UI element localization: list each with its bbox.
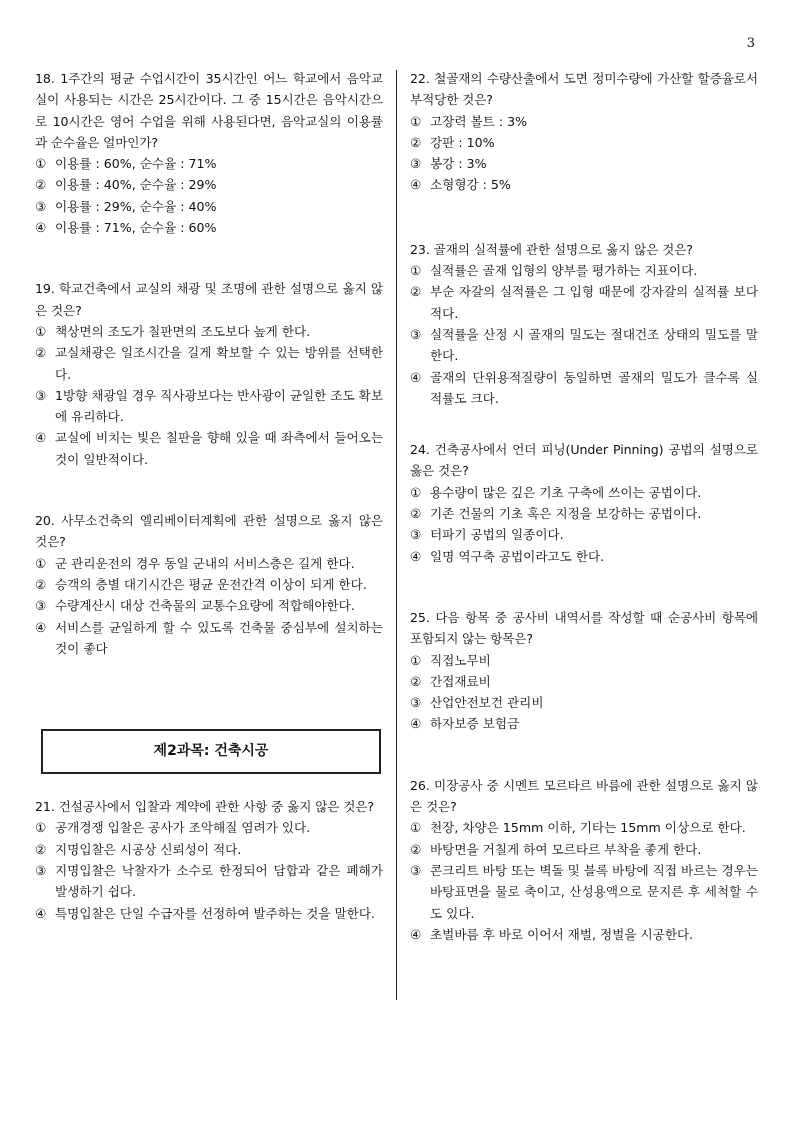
question-text: 25. 다음 항목 중 공사비 내역서를 작성할 때 순공사비 항목에 포함되지 않는 항목은? (410, 609, 758, 647)
option-2: ② 바탕면을 거칠게 하여 모르타르 부착을 좋게 한다. (410, 841, 702, 857)
question-24 (410, 439, 758, 567)
question-text: 24. 건축공사에서 언더 피닝(Under Pinning) 공법의 설명으로 옳은 것은? (410, 442, 758, 479)
option-2: ② 이용률 : 40%, 순수율 : 29% (35, 177, 217, 193)
option-3: ③ 실적률을 산정 시 골재의 밀도는 절대건조 상태의 밀도를 말한다. (410, 326, 758, 364)
option-4: ④ 특명입찰은 단일 수급자를 선정하여 발주하는 것을 말한다. (35, 905, 375, 921)
question-text: 19. 학교건축에서 교실의 채광 및 조명에 관한 설명으로 옳지 않은 것은? (35, 281, 383, 318)
question-text: 20. 사무소건축의 엘리베이터계획에 관한 설명으로 옳지 않은 것은? (35, 513, 383, 550)
option-1: ① 천장, 차양은 15mm 이하, 기타는 15mm 이상으로 한다. (410, 820, 746, 836)
option-4: ④ 소형형강 : 5% (410, 177, 511, 193)
column-divider (396, 70, 397, 1000)
option-1: ① 책상면의 조도가 칠판면의 조도보다 높게 한다. (35, 323, 311, 339)
question-text: 18. 1주간의 평균 수업시간이 35시간인 어느 학교에서 음악교실이 사용되는 시간은 25시간이다. 그 중 15시간은 음악시간으로 10시간은 영어 수업을 위해 사용된다면, 음악교실의 이용률과 순수율은 얼마인가? (35, 71, 383, 150)
option-3: ③ 산업안전보건 관리비 (410, 695, 544, 711)
option-2: ② 교실채광은 일조시간을 길게 확보할 수 있는 방위를 선택한다. (35, 345, 383, 382)
option-4: ④ 골재의 단위용적질량이 동일하면 골재의 밀도가 클수록 실적률도 크다. (410, 369, 758, 406)
option-3: ③ 수량계산시 대상 건축물의 교통수요량에 적합해야한다. (35, 598, 355, 614)
option-1: ① 용수량이 많은 깊은 기초 구축에 쓰이는 공법이다. (410, 484, 702, 500)
option-1: ① 고장력 볼트 : 3% (410, 113, 528, 129)
option-4: ④ 하자보증 보험금 (410, 716, 520, 732)
question-text: 22. 철골재의 수량산출에서 도면 정미수량에 가산할 할증율로서 부적당한 것은? (410, 71, 758, 108)
option-1: ① 군 관리운전의 경우 동일 군내의 서비스층은 길게 한다. (35, 555, 355, 571)
section-title: 제2과목: 건축시공 (153, 742, 269, 759)
option-3: ③ 이용률 : 29%, 순수율 : 40% (35, 198, 217, 214)
question-19 (35, 278, 383, 470)
option-3: ③ 1방향 채광일 경우 직사광보다는 반사광이 균일한 조도 확보에 유리하다. (35, 387, 384, 425)
question-text: 23. 골재의 실적률에 관한 설명으로 옳지 않은 것은? (410, 241, 693, 257)
option-2: ② 강판 : 10% (410, 134, 495, 150)
option-1: ① 이용률 : 60%, 순수율 : 71% (35, 156, 217, 172)
option-3: ③ 콘크리트 바탕 또는 벽돌 및 블록 바탕에 직접 바르는 경우는 바탕표면을 물로 축이고, 산성용액으로 문지른 후 세척할 수도 있다. (410, 862, 759, 921)
option-2: ② 부순 자갈의 실적률은 그 입형 때문에 강자갈의 실적률 보다 적다. (410, 284, 758, 321)
question-25 (410, 607, 758, 735)
option-2: ② 기존 건물의 기초 혹은 지정을 보강하는 공법이다. (410, 506, 702, 522)
question-18 (35, 68, 383, 238)
question-text: 26. 미장공사 중 시멘트 모르타르 바름에 관한 설명으로 옳지 않은 것은? (410, 777, 758, 815)
option-4: ④ 교실에 비치는 빛은 칠판을 향해 있을 때 좌측에서 들어오는 것이 일반적이다. (35, 430, 383, 467)
right-column (410, 68, 758, 945)
option-3: ③ 터파기 공법의 일종이다. (410, 527, 564, 543)
option-1: ① 공개경쟁 입찰은 공사가 조악해질 염려가 있다. (35, 820, 311, 836)
option-3: ③ 봉강 : 3% (410, 156, 487, 172)
option-3: ③ 지명입찰은 낙찰자가 소수로 한정되어 담합과 같은 폐해가 발생하기 쉽다. (35, 863, 383, 900)
option-2: ② 승객의 층별 대기시간은 평균 운전간격 이상이 되게 한다. (35, 576, 367, 592)
option-2: ② 간접재료비 (410, 673, 491, 689)
left-column (35, 68, 383, 924)
question-26 (410, 775, 758, 945)
option-1: ① 실적률은 골재 입형의 양부를 평가하는 지표이다. (410, 263, 698, 279)
option-4: ④ 일명 역구축 공법이라고도 한다. (410, 548, 605, 564)
question-23 (410, 239, 758, 409)
page-number: 3 (746, 36, 755, 51)
question-text: 21. 건설공사에서 입찰과 계약에 관한 사항 중 옳지 않은 것은? (35, 799, 374, 815)
question-22 (410, 68, 758, 196)
question-21 (35, 796, 383, 924)
option-4: ④ 이용률 : 71%, 순수율 : 60% (35, 220, 217, 236)
option-4: ④ 초벌바름 후 바로 이어서 재벌, 정벌을 시공한다. (410, 926, 694, 942)
question-20 (35, 510, 383, 659)
option-4: ④ 서비스를 균일하게 할 수 있도록 건축물 중심부에 설치하는 것이 좋다 (35, 619, 383, 656)
section-title-box (41, 729, 381, 774)
option-1: ① 직접노무비 (410, 652, 491, 668)
option-2: ② 지명입찰은 시공상 신뢰성이 적다. (35, 841, 242, 857)
